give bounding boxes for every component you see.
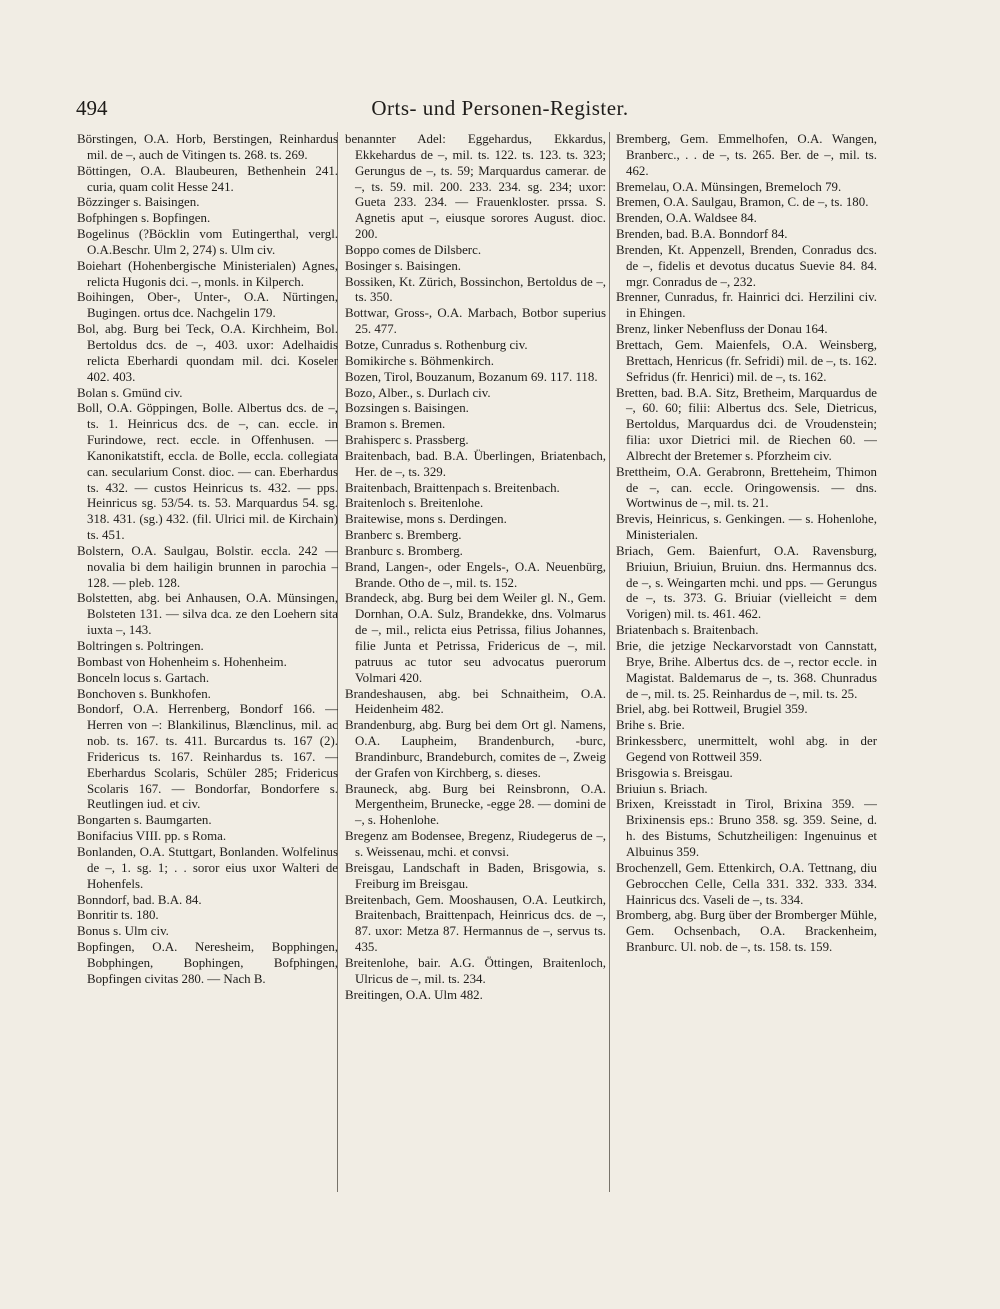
index-entry: Bozo, Alber., s. Durlach civ. — [345, 385, 491, 400]
index-entry: Bonifacius VIII. pp. s Roma. — [77, 829, 227, 844]
index-entry: Brenden, bad. B.A. Bonndorf 84. — [616, 227, 788, 242]
column-divider-right — [609, 132, 610, 1192]
index-entry: Bofphingen s. Bopfingen. — [77, 211, 211, 226]
index-entry: Brihe s. Brie. — [616, 718, 685, 733]
index-entry: Bol, abg. Burg bei Teck, O.A. Kirchheim, Bol. Bertoldus dcs. de –, 403. uxor: Adelhaidis relicta Eberhardi quondam mil. dci. Koseler 402. 403. — [77, 322, 338, 384]
index-entry: Boiehart (Hohenbergische Ministerialen) Agnes, relicta Hugonis dci. –, monls. in Kilperch. — [77, 258, 338, 289]
index-entry: Bozen, Tirol, Bouzanum, Bozanum 69. 117. 118. — [345, 369, 598, 384]
index-entry: Bonchoven s. Bunkhofen. — [77, 686, 211, 701]
index-entry: Bonndorf, bad. B.A. 84. — [77, 892, 202, 907]
index-entry: Brenner, Cunradus, fr. Hainrici dci. Herzilini civ. in Ehingen. — [616, 290, 877, 321]
index-entry: Bözzinger s. Baisingen. — [77, 195, 200, 210]
index-entry: Braitewise, mons s. Derdingen. — [345, 512, 507, 527]
index-entry: Brand, Langen-, oder Engels-, O.A. Neuenbürg, Brande. Otho de –, mil. ts. 152. — [345, 559, 606, 590]
index-entry: Bretten, bad. B.A. Sitz, Bretheim, Marquardus de –, 60. 60; filii: Albertus dcs. Sele, Dietricus, Bertoldus, Marquardus dci. de Vroudenstein; filia: uxor Dietrici mil. de Riechen 60. — Albrecht der Bretemer s. Pforzheim civ. — [616, 385, 877, 463]
index-entry: Breisgau, Landschaft in Baden, Brisgowia, s. Freiburg im Breisgau. — [345, 860, 606, 891]
index-entry: Briach, Gem. Baienfurt, O.A. Ravensburg, Briuiun, Briuiun, Bruiun. dns. Hermannus dcs. de –, s. Weingarten mchi. und pps. — Gerungus de –, ts. 373. G. Briuiar (vielleicht = dem Vorigen) mil. ts. 461. 462. — [616, 543, 877, 622]
running-head: Orts- und Personen-Register. — [371, 96, 629, 120]
index-entry: Böttingen, O.A. Blaubeuren, Bethenhein 241. curia, quam colit Hesse 241. — [77, 163, 338, 194]
index-entry: Briatenbach s. Braitenbach. — [616, 623, 759, 638]
index-entry: Boll, O.A. Göppingen, Bolle. Albertus dcs. de –, ts. 1. Heinricus dcs. de –, can. eccle. in Furindowe, rect. eccle. in Offenhusen. — Kanonikatstift, eccla. de Bolle, eccla. collegiata can. secularium Const. dioc. — can. Eberhardus ts. 432. — custos Heinricus ts. 432. — pps. Heinricus sg. 53/54. ts. 53. Marquardus 54. sg. 318. 431. (sg.) 432. (fil. Ulrici mil. de Kirchain) ts. 451. — [77, 401, 338, 543]
index-entry: Bossiken, Kt. Zürich, Bossinchon, Bertoldus de –, ts. 350. — [345, 274, 606, 305]
index-entry: Brandeck, abg. Burg bei dem Weiler gl. N., Gem. Dornhan, O.A. Sulz, Brandekke, dns. Volmarus de –, mil., relicta eius Petrissa, filius Johannes, filie Junta et Petrissa, Fridericus de –, mil. patruus ac tutor seu advocatus puerorum Volmari 420. — [345, 591, 606, 685]
index-entry: Brenden, Kt. Appenzell, Brenden, Conradus dcs. de –, fidelis et devotus ducatus Suevie 84. 84. mgr. Conradus de –, 232. — [616, 242, 877, 289]
index-entry: Bonus s. Ulm civ. — [77, 924, 169, 939]
index-entry: Briel, abg. bei Rottweil, Brugiel 359. — [616, 702, 808, 717]
index-entry: Bregenz am Bodensee, Bregenz, Riudegerus de –, s. Weissenau, mchi. et convsi. — [345, 829, 606, 859]
index-entry: Branberc s. Bremberg. — [345, 528, 462, 543]
index-entry: Boltringen s. Poltringen. — [77, 639, 204, 653]
index-entry: Botze, Cunradus s. Rothenburg civ. — [345, 337, 528, 352]
index-entry: Bramon s. Bremen. — [345, 417, 446, 432]
index-entry: Brenz, linker Nebenfluss der Donau 164. — [616, 322, 828, 337]
index-entry: Bremen, O.A. Saulgau, Bramon, C. de –, ts. 180. — [616, 195, 869, 210]
index-entry: Branburc s. Bromberg. — [345, 543, 463, 558]
index-entry: Börstingen, O.A. Horb, Berstingen, Reinhardus mil. de –, auch de Vitingen ts. 268. ts. 269. — [77, 132, 338, 162]
index-entry: Bozsingen s. Baisingen. — [345, 401, 469, 416]
index-entry: Brettheim, O.A. Gerabronn, Bretteheim, Thimon de –, can. eccle. Oringowensis. — dns. Wortwinus de –, mil. ts. 21. — [616, 464, 877, 511]
index-entry: Braitenbach, Braittenpach s. Breitenbach. — [345, 480, 560, 495]
index-column-1 — [77, 132, 338, 1192]
index-entry: Bopfingen, O.A. Neresheim, Bopphingen, Bobphingen, Bophingen, Bofphingen, Bopfingen civitas 280. — Nach B. — [77, 940, 338, 986]
index-entry: Brandenburg, abg. Burg bei dem Ort gl. Namens, O.A. Laupheim, Brandenburch, -burc, Brandinburc, Brandeburch, comites de –, Zweig der Grafen von Kirchberg, s. dieses. — [345, 718, 606, 780]
index-entry: Bonceln locus s. Gartach. — [77, 670, 210, 685]
page-number: 494 — [76, 96, 108, 120]
index-entry: Bolan s. Gmünd civ. — [77, 385, 183, 400]
index-entry: Bogelinus (?Böcklin vom Eutingerthal, vergl. O.A.Beschr. Ulm 2, 274) s. Ulm civ. — [77, 227, 338, 257]
index-entry: Bremelau, O.A. Münsingen, Bremeloch 79. — [616, 179, 842, 194]
index-entry: Bromberg, abg. Burg über der Bromberger Mühle, Gem. Ochsenbach, O.A. Brackenheim, Branburc. Ul. nob. de –, ts. 158. ts. 159. — [616, 908, 877, 955]
index-entry: Brauneck, abg. Burg bei Reinsbronn, O.A. Mergentheim, Brunecke, -egge 28. — domini de –, s. Hohenlohe. — [345, 781, 606, 828]
index-entry: Brahisperc s. Prassberg. — [345, 433, 469, 448]
index-entry: Brixen, Kreisstadt in Tirol, Brixina 359. — Brixinensis eps.: Bruno 358. sg. 359. Seine, d. h. des Bistums, Schutzheiligen: Ingenuinus et Albuinus 359. — [616, 797, 877, 859]
index-entry: Bonlanden, O.A. Stuttgart, Bonlanden. Wolfelinus de –, 1. sg. 1; . . soror eius uxor Walteri de Hohenfels. — [77, 844, 338, 891]
index-entry: Breitingen, O.A. Ulm 482. — [345, 987, 483, 1002]
page-header — [76, 96, 924, 130]
index-entry: Bongarten s. Baumgarten. — [77, 813, 212, 828]
index-entry: Brevis, Heinricus, s. Genkingen. — s. Hohenlohe, Ministerialen. — [616, 512, 877, 543]
index-entry: Bolstetten, abg. bei Anhausen, O.A. Münsingen, Bolsteten 131. — silva dca. ze den Loehern sita iuxta –, 143. — [77, 591, 338, 638]
index-entry: Brochenzell, Gem. Ettenkirch, O.A. Tettnang, diu Gebrocchen Celle, Cella 331. 332. 333. 334. Hainricus dcs. Vaseli de –, ts. 334. — [616, 860, 877, 907]
index-entry: Bolstern, O.A. Saulgau, Bolstir. eccla. 242 — novalia bi dem hailigin brunnen in parochia – 128. — pleb. 128. — [77, 543, 338, 590]
index-entry: Bomikirche s. Böhmenkirch. — [345, 353, 494, 368]
index-entry: Brettach, Gem. Maienfels, O.A. Weinsberg, Brettach, Henricus (fr. Sefridi) mil. de –, ts. 162. Sefridus (fr. Henrici) mil. de –, ts. 162. — [616, 337, 877, 384]
index-entry: Bonritir ts. 180. — [77, 908, 159, 923]
index-entry: Breitenbach, Gem. Mooshausen, O.A. Leutkirch, Braitenbach, Braittenpach, Heinricus dcs. de –, 87. uxor: Metza 87. Hermannus de –, servus ts. 435. — [345, 892, 606, 955]
index-entry: Braitenbach, bad. B.A. Überlingen, Briatenbach, Her. de –, ts. 329. — [345, 448, 606, 479]
index-entry: Briuiun s. Briach. — [616, 781, 708, 796]
index-column-3 — [616, 132, 877, 1192]
index-entry: Brinkessberc, unermittelt, wohl abg. in der Gegend von Rottweil 359. — [616, 734, 877, 764]
index-entry: Brisgowia s. Breisgau. — [616, 765, 733, 780]
index-column-2 — [345, 132, 606, 1192]
index-entry: Bremberg, Gem. Emmelhofen, O.A. Wangen, Branberc., . . de –, ts. 265. Ber. de –, mil. ts. 462. — [616, 132, 877, 178]
index-entry: Bosinger s. Baisingen. — [345, 258, 462, 273]
index-entry: Boihingen, Ober-, Unter-, O.A. Nürtingen, Bugingen. ortus dce. Nachgelin 179. — [77, 290, 338, 321]
index-entry: Brie, die jetzige Neckarvorstadt von Cannstatt, Brye, Brihe. Albertus dcs. de –, rector eccle. in Magistat. Baldemarus de –, ts. 368. Chunradus de –, mil. ts. 25. Reinhardus de –, mil. ts. 25. — [616, 639, 877, 701]
index-entry: benannter Adel: Eggehardus, Ekkardus, Ekkehardus de –, mil. ts. 122. ts. 123. ts. 323; Gerungus de –, ts. 59; Marquardus camerar. de –, ts. 59. mil. 200. 233. 234. sg. 234; uxor: Gueta 233. 234. — Frauenkloster. prssa. S. Agnetis aput –, eiusque sorores August. dioc. 200. — [345, 132, 606, 242]
index-entry: Bondorf, O.A. Herrenberg, Bondorf 166. — Herren von –: Blankilinus, Blænclinus, mil. ac nob. ts. 167. ts. 411. Burcardus ts. 167 (2). Fridericus ts. 167. Reinhardus ts. 167. — Eberhardus Scolaris, Schüler 285; Fridericus Scolaris 167. — Bondorfar, Bondorfere s. Reutlingen iud. et civ. — [77, 702, 338, 812]
index-entry: Boppo comes de Dilsberc. — [345, 242, 482, 257]
index-entry: Bottwar, Gross-, O.A. Marbach, Botbor superius 25. 477. — [345, 306, 606, 337]
index-entry: Brenden, O.A. Waldsee 84. — [616, 211, 757, 226]
index-entry: Braitenloch s. Breitenlohe. — [345, 496, 484, 511]
index-entry: Brandeshausen, abg. bei Schnaitheim, O.A. Heidenheim 482. — [345, 686, 606, 717]
index-entry: Bombast von Hohenheim s. Hohenheim. — [77, 654, 287, 669]
index-entry: Breitenlohe, bair. A.G. Öttingen, Braitenloch, Ulricus de –, mil. ts. 234. — [345, 955, 606, 986]
